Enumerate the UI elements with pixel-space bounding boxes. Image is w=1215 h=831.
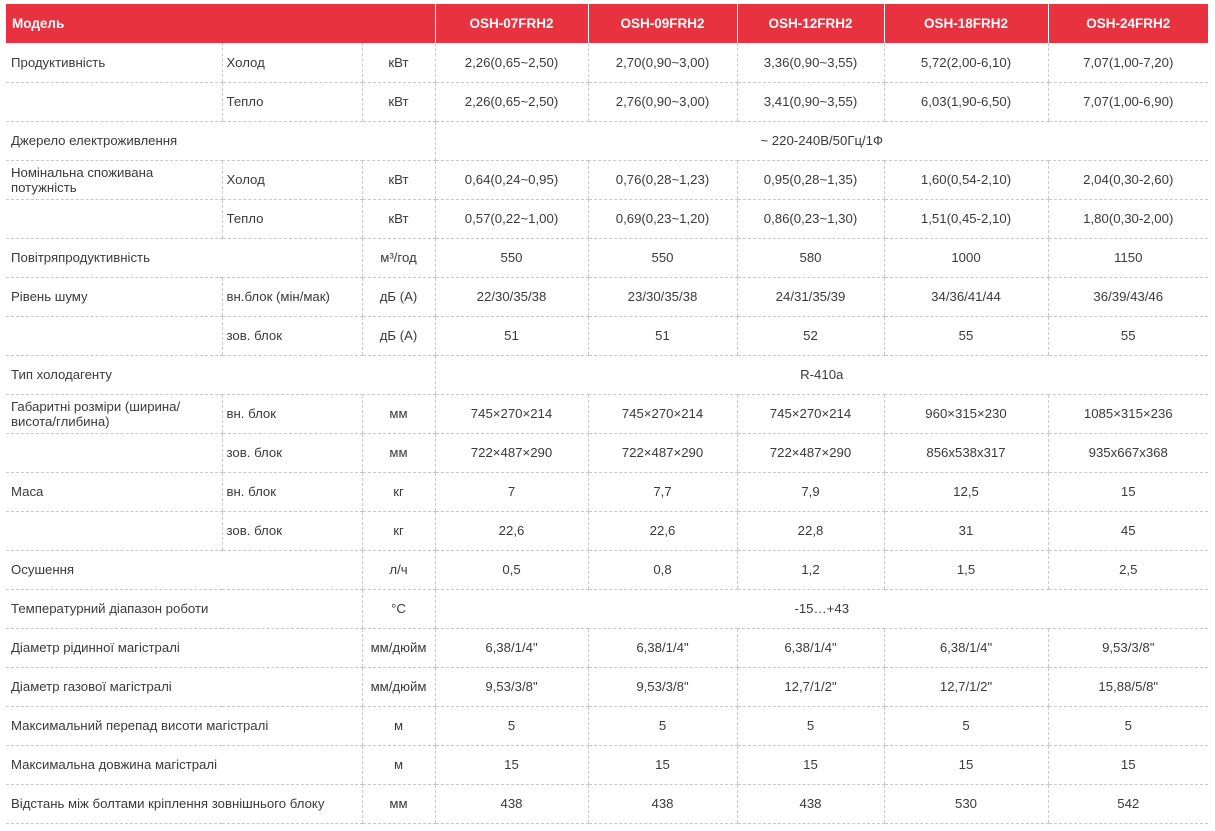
unit-label: л/ч	[362, 550, 435, 589]
param-label: Відстань між болтами кріплення зовнішнього блоку	[6, 784, 362, 823]
value-cell: 2,70(0,90~3,00)	[588, 43, 737, 82]
param-label: Діаметр рідинної магістралі	[6, 628, 362, 667]
table-row	[6, 316, 1208, 355]
value-cell: 856x538x317	[884, 433, 1048, 472]
value-cell: 15	[737, 745, 884, 784]
value-cell: 0,8	[588, 550, 737, 589]
value-cell: 6,03(1,90-6,50)	[884, 82, 1048, 121]
table-row	[6, 277, 1208, 316]
value-cell: 23/30/35/38	[588, 277, 737, 316]
value-cell: 1085×315×236	[1048, 394, 1208, 433]
value-cell: 722×487×290	[737, 433, 884, 472]
param-label: Максимальна довжина магістралі	[6, 745, 362, 784]
param-label: Тип холодагенту	[6, 355, 435, 394]
value-cell: 1,5	[884, 550, 1048, 589]
table-row	[6, 628, 1208, 667]
value-cell: 45	[1048, 511, 1208, 550]
sub-label: вн.блок (мін/мак)	[222, 277, 362, 316]
param-label	[6, 316, 222, 355]
param-label: Джерело електроживлення	[6, 121, 435, 160]
value-cell: 542	[1048, 784, 1208, 823]
value-cell: 722×487×290	[588, 433, 737, 472]
value-cell: 5	[1048, 706, 1208, 745]
value-cell: 12,5	[884, 472, 1048, 511]
value-cell: 722×487×290	[435, 433, 588, 472]
table-row	[6, 238, 1208, 277]
value-cell: 6,38/1/4"	[737, 628, 884, 667]
value-cell: 34/36/41/44	[884, 277, 1048, 316]
value-cell: 15	[435, 745, 588, 784]
table-row	[6, 784, 1208, 823]
value-cell: 960×315×230	[884, 394, 1048, 433]
value-cell: 55	[884, 316, 1048, 355]
value-cell: 5,72(2,00-6,10)	[884, 43, 1048, 82]
value-cell: 15	[1048, 745, 1208, 784]
table-row	[6, 745, 1208, 784]
param-label	[6, 82, 222, 121]
value-cell: 9,53/3/8"	[1048, 628, 1208, 667]
value-cell: 2,76(0,90~3,00)	[588, 82, 737, 121]
unit-label: мм	[362, 394, 435, 433]
spanned-value: R-410a	[435, 355, 1208, 394]
unit-label: кг	[362, 511, 435, 550]
value-cell: 9,53/3/8"	[435, 667, 588, 706]
table-row	[6, 667, 1208, 706]
value-cell: 2,26(0,65~2,50)	[435, 43, 588, 82]
table-row	[6, 433, 1208, 472]
model-header-1: OSH-07FRH2	[435, 4, 588, 43]
value-cell: 1,2	[737, 550, 884, 589]
table-row	[6, 394, 1208, 433]
value-cell: 7,7	[588, 472, 737, 511]
value-cell: 1,51(0,45-2,10)	[884, 199, 1048, 238]
value-cell: 51	[588, 316, 737, 355]
sub-label: Тепло	[222, 82, 362, 121]
unit-label: кВт	[362, 199, 435, 238]
value-cell: 51	[435, 316, 588, 355]
value-cell: 438	[435, 784, 588, 823]
value-cell: 745×270×214	[737, 394, 884, 433]
model-header-3: OSH-12FRH2	[737, 4, 884, 43]
model-header-label: Модель	[6, 4, 435, 43]
value-cell: 22,8	[737, 511, 884, 550]
value-cell: 550	[435, 238, 588, 277]
table-row	[6, 589, 1208, 628]
unit-label: кВт	[362, 43, 435, 82]
param-label: Продуктивність	[6, 43, 222, 82]
sub-label: Холод	[222, 43, 362, 82]
sub-label: Тепло	[222, 199, 362, 238]
value-cell: 5	[884, 706, 1048, 745]
model-header-4: OSH-18FRH2	[884, 4, 1048, 43]
header-row	[6, 4, 1208, 43]
value-cell: 7,9	[737, 472, 884, 511]
value-cell: 0,69(0,23~1,20)	[588, 199, 737, 238]
value-cell: 15	[1048, 472, 1208, 511]
param-label	[6, 433, 222, 472]
value-cell: 0,95(0,28~1,35)	[737, 160, 884, 199]
value-cell: 3,41(0,90~3,55)	[737, 82, 884, 121]
param-label: Номінальна споживана потужність	[6, 160, 222, 199]
sub-label: зов. блок	[222, 316, 362, 355]
spanned-value: -15…+43	[435, 589, 1208, 628]
table-row	[6, 121, 1208, 160]
table-row	[6, 160, 1208, 199]
value-cell: 7	[435, 472, 588, 511]
unit-label: мм	[362, 784, 435, 823]
value-cell: 935x667x368	[1048, 433, 1208, 472]
value-cell: 438	[737, 784, 884, 823]
model-header-5: OSH-24FRH2	[1048, 4, 1208, 43]
value-cell: 1000	[884, 238, 1048, 277]
value-cell: 0,86(0,23~1,30)	[737, 199, 884, 238]
value-cell: 15	[588, 745, 737, 784]
param-label: Максимальний перепад висоти магістралі	[6, 706, 362, 745]
spec-table	[6, 4, 1208, 824]
value-cell: 745×270×214	[435, 394, 588, 433]
value-cell: 22,6	[588, 511, 737, 550]
table-row	[6, 82, 1208, 121]
value-cell: 0,57(0,22~1,00)	[435, 199, 588, 238]
unit-label: °С	[362, 589, 435, 628]
unit-label: мм/дюйм	[362, 667, 435, 706]
value-cell: 3,36(0,90~3,55)	[737, 43, 884, 82]
value-cell: 2,5	[1048, 550, 1208, 589]
value-cell: 7,07(1,00-7,20)	[1048, 43, 1208, 82]
value-cell: 745×270×214	[588, 394, 737, 433]
param-label: Температурний діапазон роботи	[6, 589, 362, 628]
value-cell: 15	[884, 745, 1048, 784]
table-row	[6, 511, 1208, 550]
value-cell: 580	[737, 238, 884, 277]
value-cell: 0,76(0,28~1,23)	[588, 160, 737, 199]
param-label: Повітряпродуктивність	[6, 238, 362, 277]
sub-label: вн. блок	[222, 394, 362, 433]
param-label: Габаритні розміри (ширина/висота/глибина)	[6, 394, 222, 433]
table-row	[6, 706, 1208, 745]
value-cell: 6,38/1/4"	[435, 628, 588, 667]
table-row	[6, 355, 1208, 394]
unit-label: мм/дюйм	[362, 628, 435, 667]
value-cell: 22,6	[435, 511, 588, 550]
value-cell: 2,04(0,30-2,60)	[1048, 160, 1208, 199]
value-cell: 52	[737, 316, 884, 355]
unit-label: дБ (А)	[362, 316, 435, 355]
value-cell: 1,80(0,30-2,00)	[1048, 199, 1208, 238]
value-cell: 5	[435, 706, 588, 745]
value-cell: 1150	[1048, 238, 1208, 277]
table-row	[6, 550, 1208, 589]
value-cell: 12,7/1/2"	[737, 667, 884, 706]
param-label: Осушення	[6, 550, 362, 589]
value-cell: 5	[737, 706, 884, 745]
unit-label: м	[362, 745, 435, 784]
param-label	[6, 199, 222, 238]
value-cell: 6,38/1/4"	[884, 628, 1048, 667]
value-cell: 530	[884, 784, 1048, 823]
value-cell: 0,64(0,24~0,95)	[435, 160, 588, 199]
value-cell: 0,5	[435, 550, 588, 589]
value-cell: 9,53/3/8"	[588, 667, 737, 706]
value-cell: 55	[1048, 316, 1208, 355]
value-cell: 7,07(1,00-6,90)	[1048, 82, 1208, 121]
unit-label: дБ (А)	[362, 277, 435, 316]
table-row	[6, 472, 1208, 511]
unit-label: м	[362, 706, 435, 745]
value-cell: 438	[588, 784, 737, 823]
table-row	[6, 199, 1208, 238]
value-cell: 22/30/35/38	[435, 277, 588, 316]
value-cell: 2,26(0,65~2,50)	[435, 82, 588, 121]
value-cell: 36/39/43/46	[1048, 277, 1208, 316]
sub-label: Холод	[222, 160, 362, 199]
value-cell: 24/31/35/39	[737, 277, 884, 316]
param-label: Маса	[6, 472, 222, 511]
value-cell: 12,7/1/2"	[884, 667, 1048, 706]
value-cell: 1,60(0,54-2,10)	[884, 160, 1048, 199]
param-label	[6, 511, 222, 550]
model-header-2: OSH-09FRH2	[588, 4, 737, 43]
value-cell: 5	[588, 706, 737, 745]
value-cell: 31	[884, 511, 1048, 550]
value-cell: 550	[588, 238, 737, 277]
unit-label: мм	[362, 433, 435, 472]
unit-label: кВт	[362, 160, 435, 199]
unit-label: кг	[362, 472, 435, 511]
spanned-value: ~ 220-240В/50Гц/1Ф	[435, 121, 1208, 160]
unit-label: м³/год	[362, 238, 435, 277]
sub-label: вн. блок	[222, 472, 362, 511]
value-cell: 6,38/1/4"	[588, 628, 737, 667]
unit-label: кВт	[362, 82, 435, 121]
table-row	[6, 43, 1208, 82]
param-label: Діаметр газової магістралі	[6, 667, 362, 706]
sub-label: зов. блок	[222, 433, 362, 472]
param-label: Рівень шуму	[6, 277, 222, 316]
sub-label: зов. блок	[222, 511, 362, 550]
value-cell: 15,88/5/8"	[1048, 667, 1208, 706]
